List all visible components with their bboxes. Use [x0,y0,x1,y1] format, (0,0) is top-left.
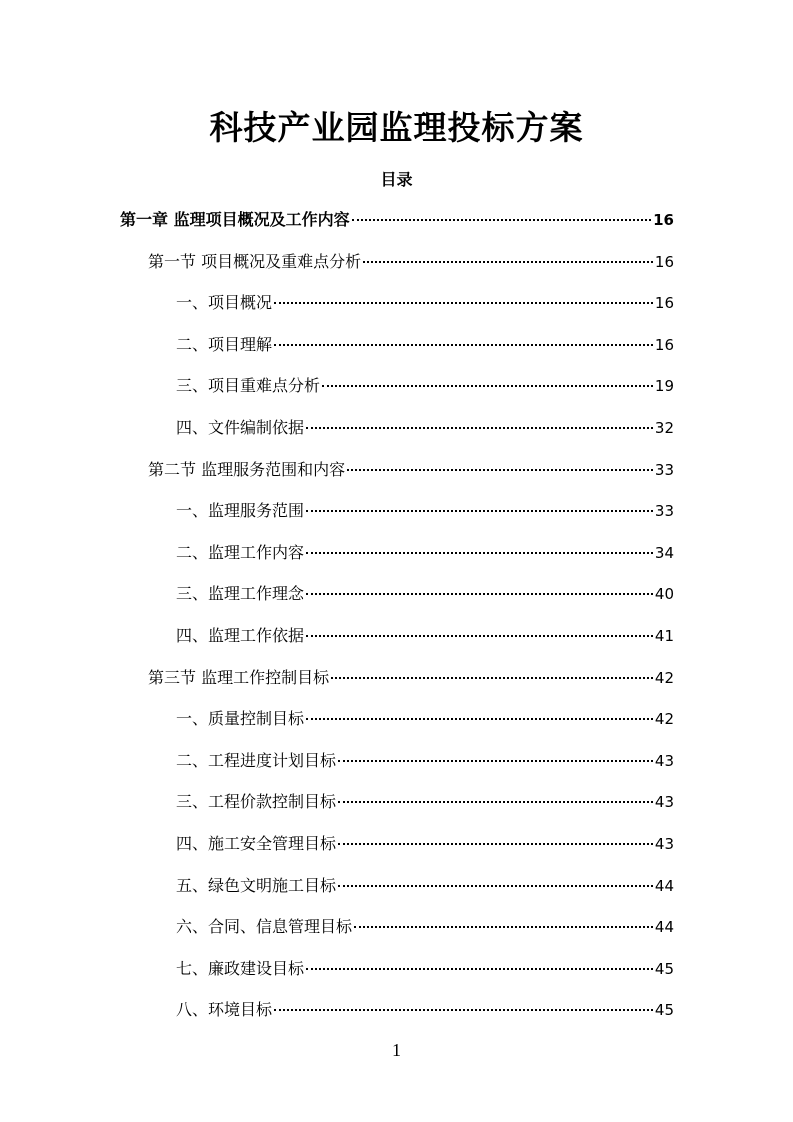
toc-dot-leader [338,760,653,762]
toc-entry-label: 一、质量控制目标 [176,709,305,728]
toc-dot-leader [306,427,653,429]
toc-entry-item[interactable] [176,540,674,566]
toc-dot-leader [274,1009,653,1011]
toc-entry-label: 二、监理工作内容 [176,543,305,562]
toc-entry-label: 第一节 项目概况及重难点分析 [148,252,362,271]
toc-dot-leader [306,510,653,512]
toc-entry-page: 16 [654,253,674,271]
toc-entry-item[interactable] [176,290,674,316]
toc-dot-leader [306,593,653,595]
toc-entry-label: 三、监理工作理念 [176,584,305,603]
toc-entry-page: 32 [654,419,674,437]
toc-dot-leader [331,677,653,679]
toc-entry-item[interactable] [176,748,674,774]
toc-entry-page: 16 [653,211,674,229]
toc-entry-page: 44 [654,877,674,895]
toc-entry-label: 四、监理工作依据 [176,626,305,645]
toc-entry-item[interactable] [176,914,674,940]
toc-entry-item[interactable] [176,789,674,815]
toc-entry-label: 八、环境目标 [176,1000,273,1019]
toc-entry-item[interactable] [176,498,674,524]
toc-entry-item[interactable] [176,623,674,649]
toc-entry-page: 41 [654,627,674,645]
toc-entry-item[interactable] [176,831,674,857]
toc-dot-leader [306,968,653,970]
toc-heading: 目录 [380,170,413,189]
toc-entry-page: 43 [654,793,674,811]
toc-entry-item[interactable] [176,373,674,399]
toc-entry-chapter-1[interactable] [120,207,674,233]
toc-entry-label: 五、绿色文明施工目标 [176,876,337,895]
toc-entry-label: 六、合同、信息管理目标 [176,917,353,936]
toc-entry-label: 三、工程价款控制目标 [176,792,337,811]
toc-entry-page: 42 [654,669,674,687]
toc-entry-page: 34 [654,544,674,562]
toc-dot-leader [306,635,653,637]
toc-dot-leader [306,552,653,554]
document-title: 科技产业园监理投标方案 [209,108,584,147]
toc-entry-page: 33 [654,502,674,520]
toc-entry-label: 四、施工安全管理目标 [176,834,337,853]
toc-dot-leader [352,219,652,221]
toc-dot-leader [347,469,653,471]
toc-entry-page: 33 [654,461,674,479]
toc-entry-page: 42 [654,710,674,728]
toc-entry-page: 19 [654,377,674,395]
toc-entry-label: 一、项目概况 [176,293,273,312]
toc-dot-leader [274,302,653,304]
toc-entry-item[interactable] [176,997,674,1023]
toc-entry-item[interactable] [176,332,674,358]
toc-entry-page: 43 [654,752,674,770]
toc-dot-leader [306,718,653,720]
toc-entry-item[interactable] [176,956,674,982]
toc-entry-label: 第一章 监理项目概况及工作内容 [120,210,350,229]
toc-entry-label: 四、文件编制依据 [176,418,305,437]
toc-dot-leader [274,344,653,346]
toc-dot-leader [363,261,653,263]
page-number: 1 [392,1040,401,1060]
toc-dot-leader [354,926,653,928]
toc-dot-leader [338,801,653,803]
toc-dot-leader [338,843,653,845]
toc-entry-item[interactable] [176,873,674,899]
toc-entry-page: 44 [654,918,674,936]
toc-entry-page: 43 [654,835,674,853]
toc-dot-leader [322,385,653,387]
toc-entry-page: 45 [654,960,674,978]
toc-entry-section-1[interactable] [148,249,674,275]
toc-entry-section-3[interactable] [148,665,674,691]
toc-entry-page: 40 [654,585,674,603]
toc-entry-item[interactable] [176,581,674,607]
toc-entry-page: 16 [654,336,674,354]
toc-entry-label: 三、项目重难点分析 [176,376,321,395]
toc-entry-section-2[interactable] [148,457,674,483]
toc-entry-label: 二、工程进度计划目标 [176,751,337,770]
toc-entry-label: 第三节 监理工作控制目标 [148,668,330,687]
toc-entry-page: 45 [654,1001,674,1019]
toc-entry-page: 16 [654,294,674,312]
toc-entry-item[interactable] [176,706,674,732]
toc-entry-label: 七、廉政建设目标 [176,959,305,978]
toc-entry-label: 第二节 监理服务范围和内容 [148,460,346,479]
toc-entry-item[interactable] [176,415,674,441]
toc-entry-label: 二、项目理解 [176,335,273,354]
toc-entry-label: 一、监理服务范围 [176,501,305,520]
toc-dot-leader [338,885,653,887]
